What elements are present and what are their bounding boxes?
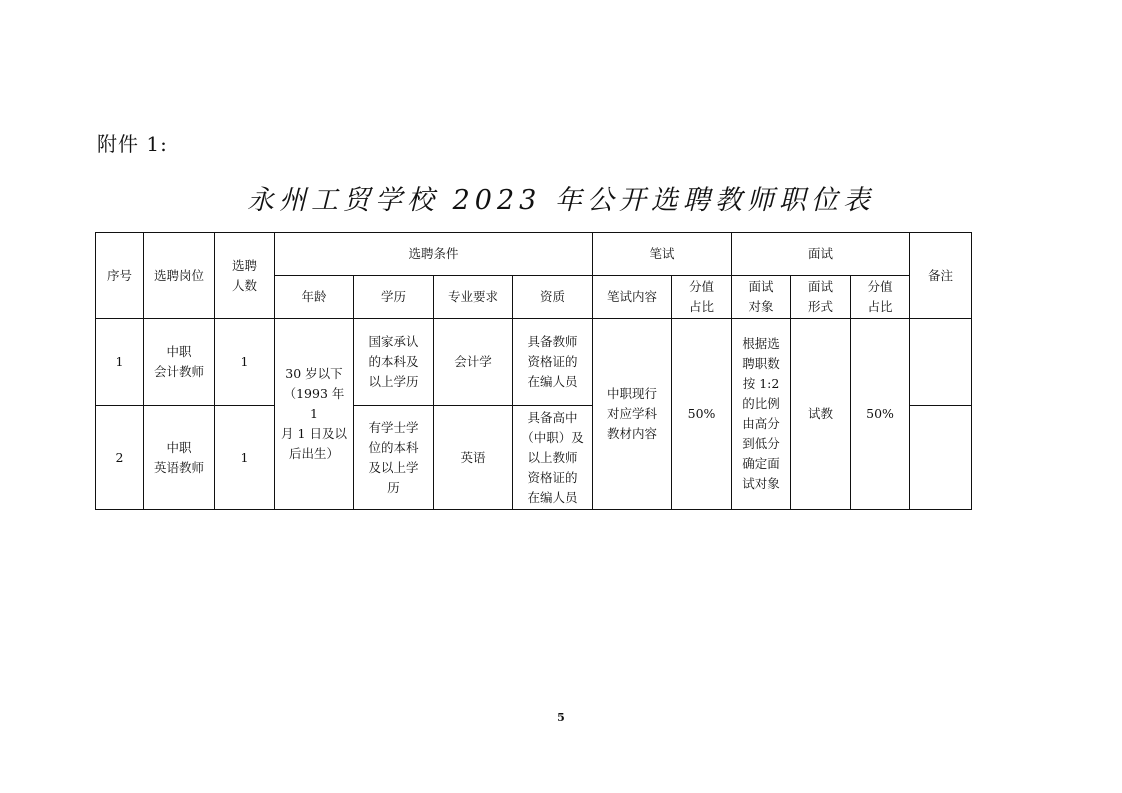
- header-index: 序号: [96, 233, 144, 319]
- header-position: 选聘岗位: [144, 233, 215, 319]
- written-content: 中职现行 对应学科 教材内容: [593, 319, 672, 510]
- header-qualification: 资质: [513, 276, 593, 319]
- row-qualification: 具备教师 资格证的 在编人员: [513, 319, 593, 406]
- header-interview-target: 面试 对象: [732, 276, 791, 319]
- row-position: 中职 会计教师: [144, 319, 215, 406]
- row-count: 1: [215, 319, 275, 406]
- row-remarks: [910, 319, 972, 406]
- row-index: 2: [96, 406, 144, 510]
- row-education: 有学士学 位的本科 及以上学 历: [354, 406, 434, 510]
- header-written-content: 笔试内容: [593, 276, 672, 319]
- row-education: 国家承认 的本科及 以上学历: [354, 319, 434, 406]
- header-conditions: 选聘条件: [275, 233, 593, 276]
- header-count: 选聘 人数: [215, 233, 275, 319]
- header-major: 专业要求: [434, 276, 513, 319]
- page-number: 5: [557, 711, 565, 724]
- header-education: 学历: [354, 276, 434, 319]
- row-index: 1: [96, 319, 144, 406]
- row-major: 会计学: [434, 319, 513, 406]
- interview-target: 根据选 聘职数 按 1:2 的比例 由高分 到低分 确定面 试对象: [732, 319, 791, 510]
- row-qualification: 具备高中 （中职）及 以上教师 资格证的 在编人员: [513, 406, 593, 510]
- job-positions-table: [95, 232, 972, 510]
- interview-form: 试教: [791, 319, 851, 510]
- header-written-exam: 笔试: [593, 233, 732, 276]
- header-remarks: 备注: [910, 233, 972, 319]
- header-interview-weight: 分值 占比: [851, 276, 910, 319]
- age-requirement: 30 岁以下 （1993 年 1 月 1 日及以 后出生）: [275, 319, 354, 510]
- header-written-weight: 分值 占比: [672, 276, 732, 319]
- header-interview: 面试: [732, 233, 910, 276]
- document-title: 永州工贸学校 2023 年公开选聘教师职位表: [247, 185, 875, 217]
- row-position: 中职 英语教师: [144, 406, 215, 510]
- table-row: [96, 319, 972, 406]
- row-major: 英语: [434, 406, 513, 510]
- row-count: 1: [215, 406, 275, 510]
- header-row-1: [96, 233, 972, 276]
- row-remarks: [910, 406, 972, 510]
- header-age: 年龄: [275, 276, 354, 319]
- interview-weight: 50%: [851, 319, 910, 510]
- written-weight: 50%: [672, 319, 732, 510]
- header-interview-form: 面试 形式: [791, 276, 851, 319]
- annex-label: 附件 1:: [97, 132, 168, 156]
